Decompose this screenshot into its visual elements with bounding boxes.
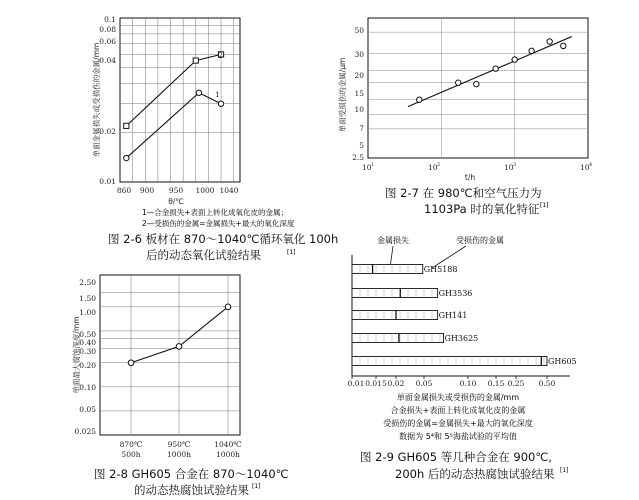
fig29-alloy-label: GH3625 [444,334,479,343]
fig28-point [128,360,134,366]
fig28-series-line [131,307,228,363]
fig29-caption-ref: [1] [560,467,569,474]
fig27-point [493,66,498,71]
fig26-xtick: 860 [116,186,132,195]
fig28-xtick-temp: 1040℃ [214,440,242,449]
fig27-xtick-exp: 4 [589,162,593,168]
fig29-bars [352,265,577,380]
fig26-ytick: 0.04 [99,56,116,65]
fig26-ytick: 0.01 [99,177,116,186]
fig29-xtick: 0.02 [387,379,405,388]
fig27-xtick: 10 [580,163,590,172]
fig26-xtick: 1000 [195,186,215,195]
fig26-caption-ref: [1] [287,249,296,256]
fig28-ytick: 1.50 [79,294,96,303]
fig26-series-line [126,93,221,158]
fig28-caption-ref: [1] [252,483,261,490]
fig26-plot-frame [120,18,240,182]
fig27-caption-ref: [1] [540,202,549,209]
fig-2-8 [71,275,289,497]
fig26-series-label: 2 [218,51,223,60]
fig28-ylabel: 单面最大腐蚀深度/mm [72,316,81,394]
fig26-legend-1: 1—合金损失+表面上转化成氧化皮的金属； [142,208,289,217]
fig27-point [474,81,479,86]
fig28-ytick: 0.20 [79,361,96,370]
fig27-ylabel: 单面受损伤的金属/μm [338,57,347,133]
fig26-series-label: 1 [215,90,220,99]
fig26-ytick: 0.08 [99,25,116,34]
fig27-ytick: 50 [354,26,364,35]
fig27-xtick: 10 [362,163,372,172]
fig26-xlabel: θ/℃ [168,197,184,206]
fig28-ytick: 0.025 [74,427,96,436]
fig29-xtick: 0.05 [415,379,433,388]
fig29-xtick: 0.10 [459,379,477,388]
fig27-ytick: 20 [354,71,364,80]
fig27-ytick: 30 [354,50,364,59]
fig26-xtick: 1040 [219,186,239,195]
fig27-grid [368,18,588,158]
fig29-caption-1: 图 2-9 GH605 等几种合金在 900℃, [360,450,552,464]
fig28-grid [100,275,240,435]
fig28-marks [128,304,231,366]
fig28-xtick-temp: 950℃ [167,440,191,449]
fig27-ytick: 15 [354,89,364,98]
fig28-point [225,304,231,310]
fig27-point [547,39,552,44]
fig27-point [456,80,461,85]
fig26-legend-2: 2—受损伤的金属=金属损失+最大的氧化深度 [142,219,295,228]
fig28-caption-2: 的动态热腐蚀试验结果 [134,483,249,497]
fig28-xtick-temp: 870℃ [119,440,143,449]
fig28-ytick: 0.05 [79,405,96,414]
fig29-xtick: 0.015 [365,379,387,388]
fig-2-7 [337,18,592,216]
fig27-xtick: 10 [428,163,438,172]
fig27-marks [408,37,572,107]
fig28-xtick-time: 1000h [167,450,191,459]
fig28-ytick: 0.30 [79,347,96,356]
fig29-xlabel: 单面金属损失或受损伤的金属/mm [396,393,520,402]
fig26-grid [120,18,240,182]
fig29-bar-damaged [352,334,444,343]
fig27-ytick: 10 [354,105,364,114]
fig28-ytick: 0.50 [79,330,96,339]
fig26-ylabel: 单面金属损失或受损伤的金属/mm [92,42,101,158]
fig26-ytick: 0.02 [99,127,116,136]
fig29-caption-2: 200h 后的动态热腐蚀试验结果 [395,467,555,481]
fig28-x-ticks [120,440,242,459]
fig27-caption-2: 1103Pa 时的氧化特征 [424,202,540,216]
fig29-label-loss: 金属损失 [377,236,409,245]
fig28-ytick: 0.10 [79,383,96,392]
fig27-xtick: 10 [504,163,514,172]
fig28-ytick: 1.00 [79,308,96,317]
fig27-fit-line [408,37,572,107]
fig28-point [176,344,182,350]
fig26-ytick: 0.1 [104,15,116,24]
fig27-xlabel: t/h [464,173,476,182]
fig27-point [512,57,517,62]
fig28-xtick-time: 1000h [216,450,240,459]
fig29-alloy-label: GH141 [438,311,468,320]
fig27-xtick-exp: 3 [513,162,517,168]
fig27-ytick: 2.5 [352,153,364,162]
fig27-ytick: 7 [359,124,364,133]
fig27-point [561,43,566,48]
fig27-point [529,48,534,53]
fig26-y-ticks [99,15,116,186]
fig29-xtick: 0.25 [507,379,525,388]
fig27-caption-1: 图 2-7 在 980℃和空气压力为 [385,186,542,200]
fig26-marks [124,52,224,161]
fig26-caption-2: 后的动态氧化试验结果 [146,248,261,262]
fig28-ytick: 0.40 [79,338,96,347]
fig29-alloy-label: GH3536 [438,289,473,298]
fig29-bar-damaged [352,311,438,320]
fig28-xtick-time: 500h [121,450,141,459]
fig29-note-3: 数据为 5⁴和 5⁵海盐试验的平均值 [399,432,517,441]
fig29-label-damaged: 受损伤的金属 [456,236,504,245]
fig27-y-ticks [352,26,364,162]
fig26-point [124,123,129,128]
fig26-x-ticks [117,186,239,195]
fig29-bar-damaged [352,289,438,298]
fig29-note-1: 合金损失+表面上转化成氧化皮的金属 [390,406,526,415]
fig29-bar-damaged [352,357,547,366]
fig27-xtick-exp: 2 [437,162,441,168]
fig26-ytick: 0.06 [99,37,116,46]
fig27-x-ticks [362,162,592,172]
fig28-caption-1: 图 2-8 GH605 合金在 870～1040℃ [94,467,289,481]
fig26-point [218,101,223,106]
fig26-point [196,90,201,95]
fig26-point [193,58,198,63]
fig27-point [417,97,422,102]
fig29-bar-damaged [352,265,423,274]
fig28-ytick: 2.50 [79,278,96,287]
fig26-xtick: 950 [168,186,184,195]
fig27-plot-frame [368,18,588,158]
fig29-alloy-label: GH605 [548,357,577,366]
fig29-alloy-label: GH5188 [423,265,458,274]
fig26-xtick: 900 [139,186,155,195]
fig26-point [124,155,129,160]
fig29-xtick: 0.50 [538,379,556,388]
fig29-xtick: 0.01 [347,379,365,388]
fig29-x-ticks [348,379,556,388]
fig-2-6 [91,15,338,262]
fig-2-9 [348,235,577,481]
fig26-caption-1: 图 2-6 板材在 870～1040℃循环氧化 100h [108,232,339,246]
fig29-xtick: 0.15 [487,379,505,388]
fig27-ytick: 5 [359,141,364,150]
fig27-xtick-exp: 1 [371,162,375,168]
fig29-note-2: 受损伤的金属=金属损失+最大的氧化深度 [383,419,533,428]
